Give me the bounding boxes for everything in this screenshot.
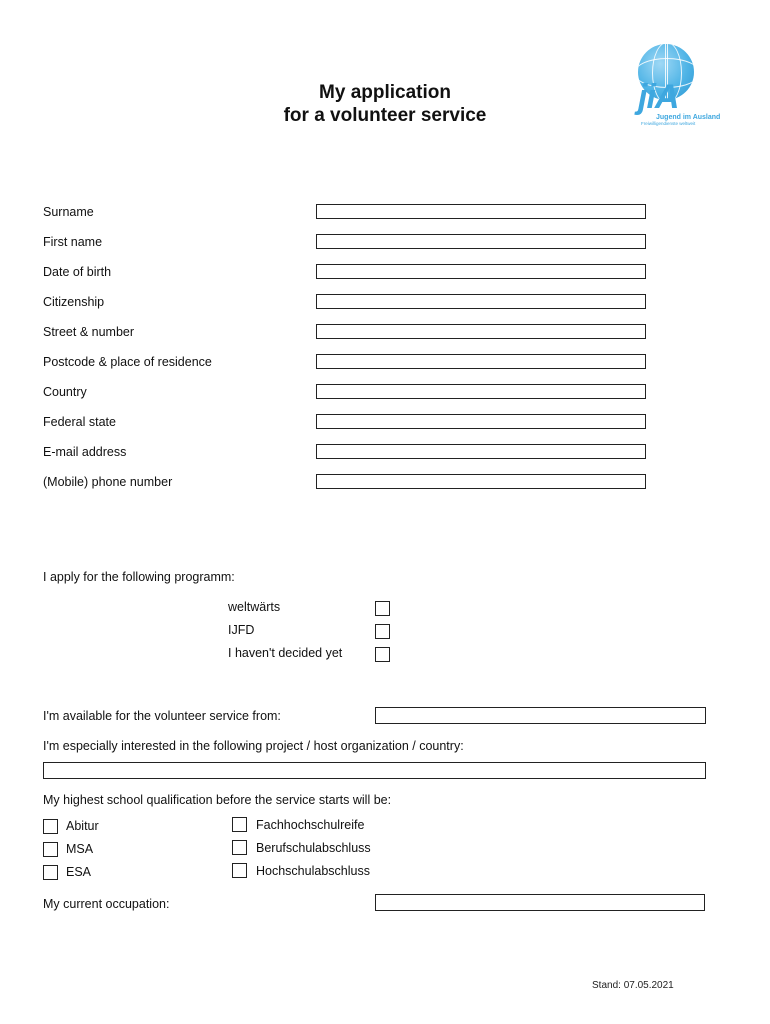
first-name-field[interactable] (316, 234, 646, 249)
page-subtitle: for a volunteer service (283, 105, 487, 126)
qualification-option-label: Fachhochschulreife (256, 818, 365, 832)
date-of-birth-field[interactable] (316, 264, 646, 279)
surname-field[interactable] (316, 204, 646, 219)
email-field[interactable] (316, 444, 646, 459)
qualification-option-label: Abitur (66, 819, 99, 833)
logo-subtitle: Jugend im Ausland (656, 114, 721, 121)
street-field[interactable] (316, 324, 646, 339)
esa-checkbox[interactable] (43, 865, 58, 880)
federal-state-label: Federal state (43, 415, 116, 429)
phone-label: (Mobile) phone number (43, 475, 173, 489)
program-option-label: I haven't decided yet (228, 646, 343, 660)
berufschulabschluss-checkbox[interactable] (232, 840, 247, 855)
msa-checkbox[interactable] (43, 842, 58, 857)
stand-date: Stand: 07.05.2021 (592, 980, 674, 991)
postcode-label: Postcode & place of residence (43, 355, 212, 369)
logo: jiA (638, 78, 679, 116)
program-option-label: IJFD (228, 623, 255, 637)
qualification-option-label: ESA (66, 865, 92, 879)
street-label: Street & number (43, 325, 135, 339)
country-label: Country (43, 385, 87, 399)
postcode-field[interactable] (316, 354, 646, 369)
interest-label: I'm especially interested in the following project / host organization / country: (43, 739, 464, 753)
hochschulabschluss-checkbox[interactable] (232, 863, 247, 878)
occupation-field[interactable] (375, 894, 705, 911)
program-prompt: I apply for the following programm: (43, 570, 235, 584)
interest-field[interactable] (43, 762, 706, 779)
logo-tagline: Freiwilligendienste weltweit (641, 121, 696, 126)
qualification-prompt: My highest school qualification before the service starts will be: (43, 793, 392, 807)
email-label: E-mail address (43, 445, 127, 459)
qualification-option-label: Berufschulabschluss (256, 841, 371, 855)
federal-state-field[interactable] (316, 414, 646, 429)
abitur-checkbox[interactable] (43, 819, 58, 834)
fachhochschulreife-checkbox[interactable] (232, 817, 247, 832)
qualification-option-label: MSA (66, 842, 94, 856)
availability-field[interactable] (375, 707, 706, 724)
page-title: My application (319, 82, 451, 103)
surname-label: Surname (43, 205, 94, 219)
ijfd-checkbox[interactable] (375, 624, 390, 639)
phone-field[interactable] (316, 474, 646, 489)
citizenship-label: Citizenship (43, 295, 105, 309)
undecided-checkbox[interactable] (375, 647, 390, 662)
weltwaerts-checkbox[interactable] (375, 601, 390, 616)
date-of-birth-label: Date of birth (43, 265, 112, 279)
qualification-option-label: Hochschulabschluss (256, 864, 370, 878)
availability-label: I'm available for the volunteer service from: (43, 709, 281, 723)
occupation-label: My current occupation: (43, 897, 170, 911)
program-option-label: weltwärts (228, 600, 281, 614)
first-name-label: First name (43, 235, 103, 249)
country-field[interactable] (316, 384, 646, 399)
citizenship-field[interactable] (316, 294, 646, 309)
